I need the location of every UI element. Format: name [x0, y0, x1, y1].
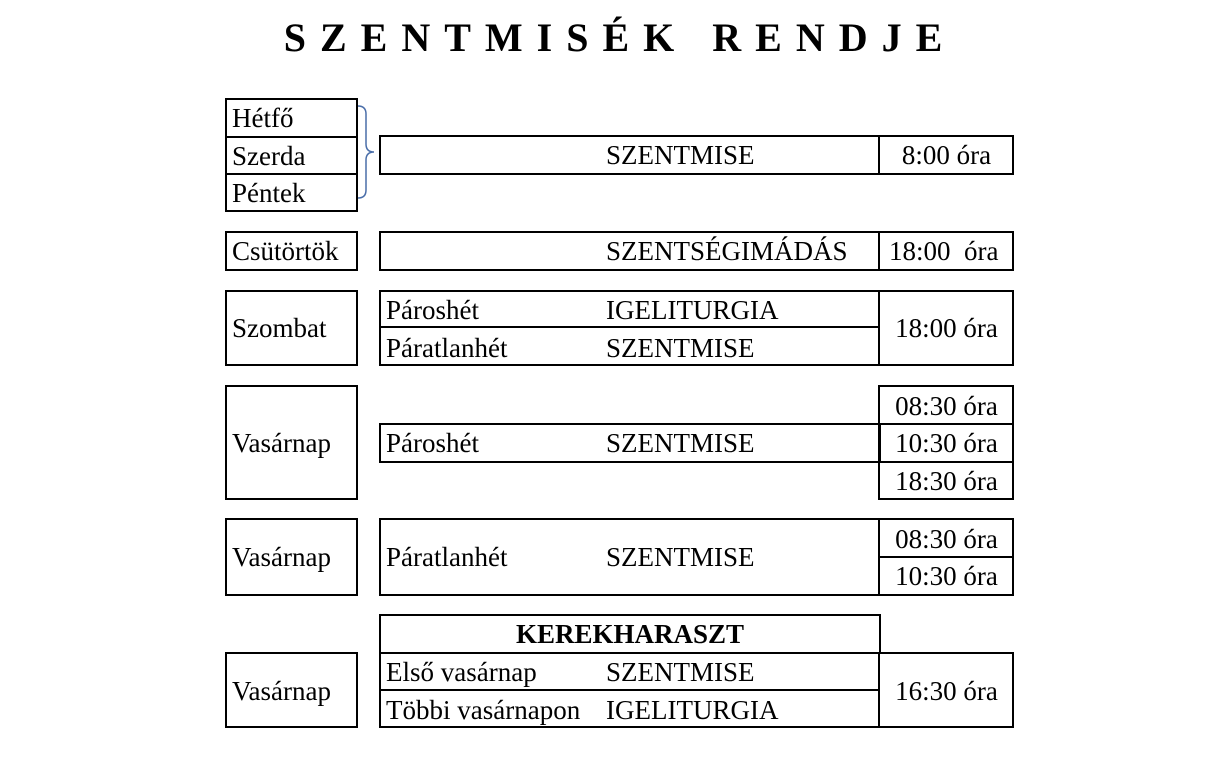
- day-label-sunday-kerekharaszt: Vasárnap: [232, 676, 331, 706]
- divider: [878, 461, 1014, 463]
- day-label-wednesday: Szerda: [232, 141, 306, 171]
- kerekharaszt-service-first: SZENTMISE: [606, 657, 755, 687]
- sunday-even-week: Pároshét: [386, 428, 479, 458]
- sunday-even-time-2: 10:30 óra: [895, 428, 998, 458]
- saturday-week-even: Pároshét: [386, 295, 479, 325]
- page-title: SZENTMISÉK RENDJE: [283, 15, 957, 60]
- divider: [379, 689, 879, 691]
- sunday-even-time-3: 18:30 óra: [895, 466, 998, 496]
- sunday-odd-service: SZENTMISE: [606, 542, 755, 572]
- kerekharaszt-time: 16:30 óra: [895, 676, 998, 706]
- divider: [225, 136, 358, 138]
- day-label-sunday-odd: Vasárnap: [232, 542, 331, 572]
- day-label-friday: Péntek: [232, 178, 306, 208]
- bracket-icon: [356, 104, 378, 200]
- divider: [878, 231, 880, 271]
- divider: [225, 173, 358, 175]
- sunday-odd-week: Páratlanhét: [386, 542, 508, 572]
- sunday-odd-time-1: 08:30 óra: [895, 524, 998, 554]
- saturday-service-odd: SZENTMISE: [606, 333, 755, 363]
- kerekharaszt-week-other: Többi vasárnapon: [386, 695, 581, 725]
- saturday-service-even: IGELITURGIA: [606, 295, 779, 325]
- thursday-time: 18:00 óra: [889, 236, 999, 266]
- saturday-week-odd: Páratlanhét: [386, 333, 508, 363]
- divider: [878, 423, 1014, 425]
- kerekharaszt-header: KEREKHARASZT: [515, 619, 745, 649]
- kerekharaszt-service-other: IGELITURGIA: [606, 695, 779, 725]
- sunday-even-time-1: 08:30 óra: [895, 391, 998, 421]
- day-label-sunday-even: Vasárnap: [232, 428, 331, 458]
- divider: [878, 556, 1014, 558]
- weekday-service-label: SZENTMISE: [606, 140, 755, 170]
- divider: [379, 326, 879, 328]
- sunday-odd-time-2: 10:30 óra: [895, 561, 998, 591]
- sunday-even-service: SZENTMISE: [606, 428, 755, 458]
- day-label-monday: Hétfő: [232, 103, 294, 133]
- weekday-time: 8:00 óra: [901, 140, 992, 170]
- day-label-saturday: Szombat: [232, 313, 327, 343]
- thursday-service-label: SZENTSÉGIMÁDÁS: [606, 236, 848, 266]
- saturday-time: 18:00 óra: [895, 313, 998, 343]
- day-label-thursday: Csütörtök: [232, 236, 339, 266]
- kerekharaszt-week-first: Első vasárnap: [386, 657, 537, 687]
